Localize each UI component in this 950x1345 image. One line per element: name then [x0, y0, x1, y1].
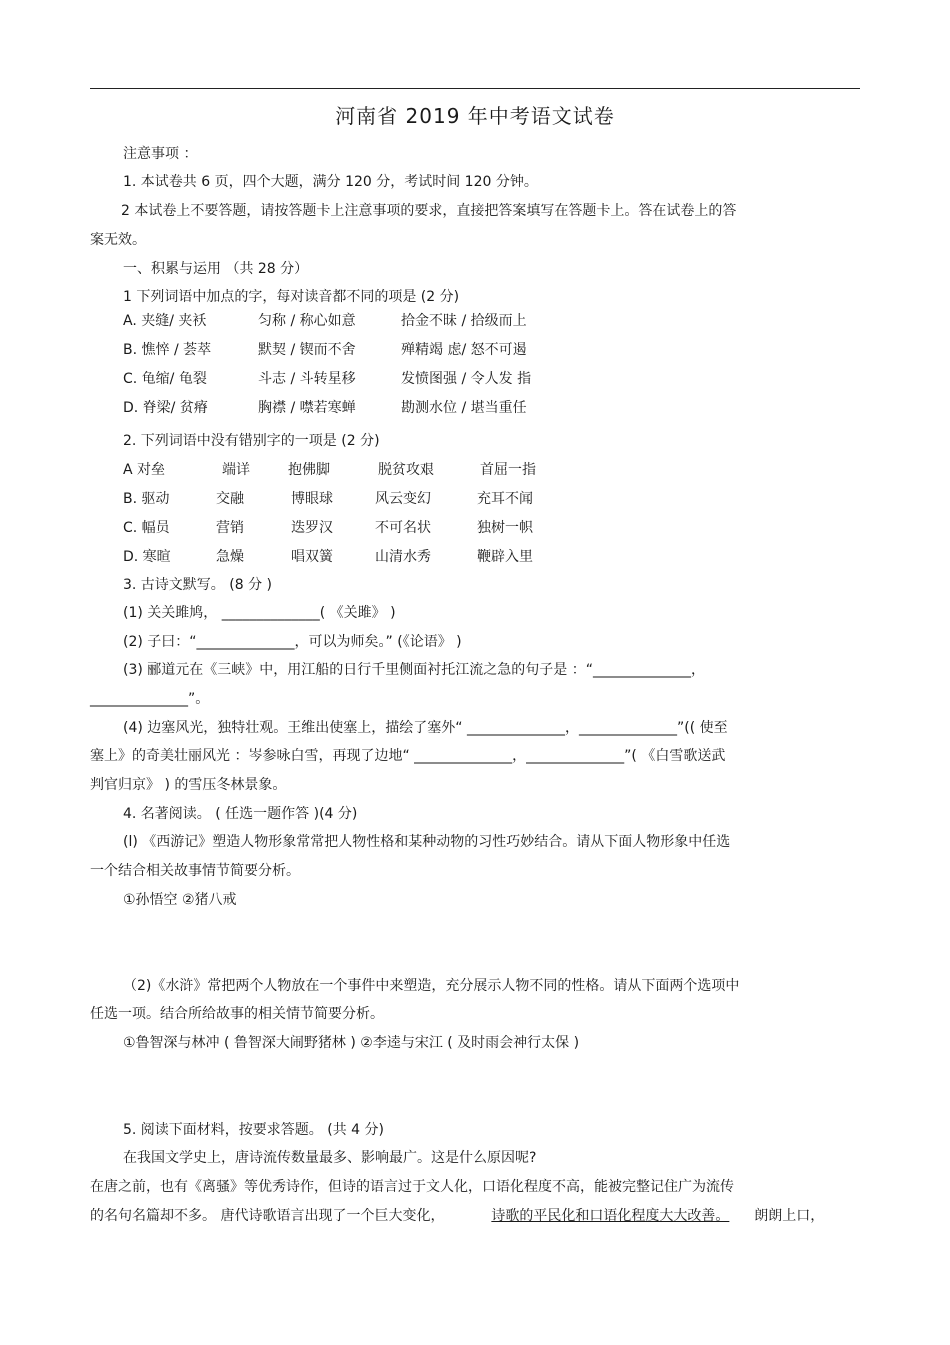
q1-option-c-2: 斗志 / 斗转星移 [258, 371, 356, 387]
q2-option-c-4: 不可名状 [375, 520, 431, 536]
q4-part-1-line-2: 一个结合相关故事情节简要分析。 [90, 863, 300, 879]
q2-option-b-5: 充耳不闻 [477, 491, 533, 507]
q1-option-a-1: A. 夹缝/ 夹袄 [123, 313, 207, 329]
page-title: 河南省 2019 年中考语文试卷 [335, 104, 615, 128]
q2-stem: 2. 下列词语中没有错别字的一项是 (2 分) [123, 433, 380, 449]
q2-option-a-5: 首屈一指 [480, 462, 536, 478]
q2-option-c-3: 迭罗汉 [291, 520, 333, 536]
q4-part-1-choices: ①孙悟空 ②猪八戒 [123, 892, 237, 908]
q3-part-4-line-1: (4) 边塞风光，独特壮观。王维出使塞上，描绘了塞外“ ______________，______________”(( 使至 [123, 720, 728, 736]
q5-material-line-3 [90, 1206, 824, 1226]
q2-option-c-1: C. 幅员 [123, 520, 170, 536]
q1-stem: 1 下列词语中加点的字，每对读音都不同的项是 (2 分) [123, 289, 460, 305]
top-rule [90, 88, 860, 89]
q2-option-a-1: A 对垒 [123, 462, 166, 478]
q2-option-b-1: B. 驱动 [123, 491, 170, 507]
q3-part-3-line-2: ______________”。 [90, 691, 210, 707]
q2-option-b-2: 交融 [216, 491, 244, 507]
q3-part-2: (2) 子曰：“______________，可以为师矣。” (《论语》 ) [123, 634, 462, 650]
q1-option-b-2: 默契 / 锲而不舍 [258, 342, 356, 358]
notice-item-2-line-2: 案无效。 [90, 232, 146, 248]
q1-option-b-1: B. 憔悴 / 荟萃 [123, 342, 212, 358]
q5-underlined-sentence: 诗歌的平民化和口语化程度大大改善。 [491, 1208, 730, 1224]
q1-option-c-3: 发愤图强 / 令人发 指 [401, 371, 532, 387]
q2-option-a-3: 抱佛脚 [288, 462, 330, 478]
q3-part-4-line-3: 判官归京》 ) 的雪压冬林景象。 [90, 777, 287, 793]
q5-material-line-3-end: 朗朗上口， [754, 1208, 825, 1224]
q2-option-b-4: 风云变幻 [375, 491, 431, 507]
q2-option-d-1: D. 寒暄 [123, 549, 171, 565]
q4-part-2-line-2: 任选一项。结合所给故事的相关情节简要分析。 [90, 1006, 384, 1022]
q5-stem: 5. 阅读下面材料，按要求答题。 (共 4 分) [123, 1122, 384, 1138]
q3-stem: 3. 古诗文默写。 (8 分 ) [123, 577, 272, 593]
q5-material-line-2: 在唐之前，也有《离骚》等优秀诗作，但诗的语言过于文人化，口语化程度不高，能被完整记住广为流传 [90, 1179, 734, 1195]
notice-heading: 注意事项 ： [123, 146, 198, 162]
q2-option-b-3: 博眼球 [291, 491, 333, 507]
q1-option-c-1: C. 龟缩/ 龟裂 [123, 371, 207, 387]
q1-option-d-3: 勘测水位 / 堪当重任 [401, 400, 527, 416]
q2-option-c-2: 营销 [216, 520, 244, 536]
q2-option-a-4: 脱贫攻艰 [378, 462, 434, 478]
q3-part-4-line-2: 塞上》的奇美壮丽风光 ：岑参咏白雪，再现了边地“ ______________，______________”( 《白雪歌送武 [90, 748, 726, 764]
notice-item-2-line-1: 2 本试卷上不要答题，请按答题卡上注意事项的要求，直接把答案填写在答题卡上。答在试卷上的答 [121, 203, 737, 219]
q5-material-line-3-text: 的名句名篇却不多。 唐代诗歌语言出现了一个巨大变化， [90, 1208, 445, 1224]
q2-option-c-5: 独树一帜 [477, 520, 533, 536]
q2-option-a-2: 端详 [222, 462, 250, 478]
q2-option-d-2: 急燥 [216, 549, 244, 565]
notice-item-1: 1. 本试卷共 6 页，四个大题，满分 120 分，考试时间 120 分钟。 [123, 174, 538, 190]
q1-option-b-3: 殚精竭 虑/ 怒不可遏 [401, 342, 527, 358]
q5-material-line-1: 在我国文学史上，唐诗流传数量最多、影响最广。这是什么原因呢? [123, 1150, 537, 1166]
q4-part-2-choices: ①鲁智深与林冲 ( 鲁智深大闹野猪林 ) ②李逵与宋江 ( 及时雨会神行太保 ) [123, 1035, 580, 1051]
q2-option-d-4: 山清水秀 [375, 549, 431, 565]
q1-option-d-1: D. 脊梁/ 贫瘠 [123, 400, 208, 416]
q3-part-1: (1) 关关雎鸠， ______________( 《关雎》 ) [123, 605, 396, 621]
q4-part-2-line-1: （2)《水浒》常把两个人物放在一个事件中来塑造，充分展示人物不同的性格。请从下面两个选项中 [123, 978, 740, 994]
q1-option-a-3: 拾金不昧 / 拾级而上 [401, 313, 527, 329]
q4-stem: 4. 名著阅读。 ( 任选一题作答 )(4 分) [123, 806, 358, 822]
q1-option-d-2: 胸襟 / 噤若寒蝉 [258, 400, 356, 416]
q3-part-3-line-1: (3) 郦道元在《三峡》中，用江船的日行千里侧面衬托江流之急的句子是 ：“______________， [123, 662, 705, 678]
q1-option-a-2: 匀称 / 称心如意 [258, 313, 356, 329]
q2-option-d-5: 鞭辟入里 [477, 549, 533, 565]
q4-part-1-line-1: (l) 《西游记》塑造人物形象常常把人物性格和某种动物的习性巧妙结合。请从下面人物形象中任选 [123, 834, 731, 850]
section-1-heading: 一、积累与运用 （共 28 分） [123, 261, 309, 277]
q2-option-d-3: 唱双簧 [291, 549, 333, 565]
